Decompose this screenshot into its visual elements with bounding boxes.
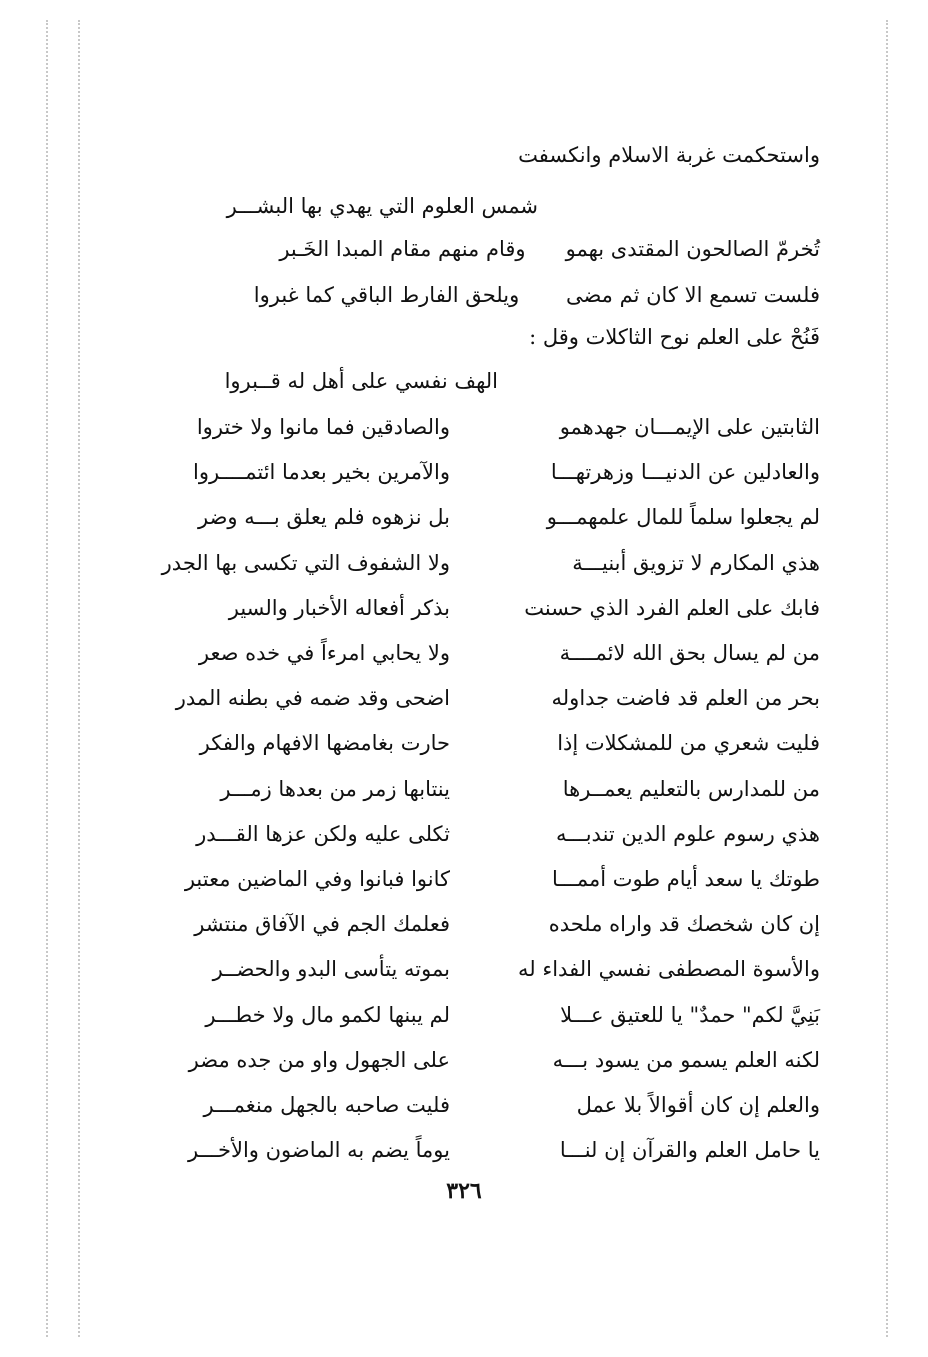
couplet-first-hemistich: بحر من العلم قد فاضت جداوله — [551, 686, 820, 710]
couplet-first-hemistich: بَنِيَّ لكم" حمدٌ" يا للعتيق عـــلا — [560, 1003, 820, 1027]
couplet-second-hemistich: اضحى وقد ضمه في بطنه المدر — [175, 686, 450, 710]
couplet-first-hemistich: لم يجعلوا سلماً للمال علمهمـــو — [546, 505, 820, 529]
intro-line: فَنُحْ على العلم نوح الثاكلات وقل : — [529, 325, 820, 349]
couplet-second-hemistich: والآمرين بخير بعدما ائتمــــروا — [193, 460, 450, 484]
intro-line: الهف نفسي على أهل له قــبروا — [224, 369, 498, 393]
couplet-first-hemistich: من للمدارس بالتعليم يعمــرها — [562, 777, 820, 801]
couplet-first-hemistich: والأسوة المصطفى نفسي الفداء له — [518, 957, 820, 981]
intro-line: واستحكمت غربة الاسلام وانكسفت — [518, 143, 820, 167]
page-number: ٣٢٦ — [446, 1178, 482, 1204]
couplet-first-hemistich: يا حامل العلم والقرآن إن لنـــا — [559, 1138, 820, 1162]
couplet-second-hemistich: ينتابها زمر من بعدها زمـــر — [220, 777, 450, 801]
couplet-second-hemistich: لم يبنها لكمو مال ولا خطـــر — [205, 1003, 450, 1027]
couplet-second-hemistich: يوماً يضم به الماضون والأخـــر — [187, 1138, 450, 1162]
couplet-second-hemistich: بل نزهوه فلم يعلق بـــه وضر — [197, 505, 450, 529]
margin-dotted-line — [46, 20, 48, 1337]
couplet-first-hemistich: هذي المكارم لا تزويق أبنيـــة — [572, 551, 820, 575]
couplet-first-hemistich: إن كان شخصك قد واراه ملحده — [548, 912, 820, 936]
couplet-second-hemistich: ولا الشفوف التي تكسى بها الجدر — [161, 551, 450, 575]
margin-dotted-line — [886, 20, 888, 1337]
intro-line: فلست تسمع الا كان ثم مضى ويلحق الفارط الباقي كما غبروا — [253, 283, 820, 307]
couplet-second-hemistich: بموته يتأسى البدو والحضــر — [212, 957, 450, 981]
couplet-second-hemistich: فليت صاحبه بالجهل منغمـــر — [203, 1093, 450, 1117]
couplet-first-hemistich: الثابتين على الإيمـــان جهدهمو — [559, 415, 820, 439]
couplet-second-hemistich: حارت بغامضها الافهام والفكر — [199, 731, 450, 755]
couplet-first-hemistich: هذي رسوم علوم الدين تندبـــه — [555, 822, 820, 846]
intro-line: شمس العلوم التي يهدي بها البشـــر — [226, 194, 538, 218]
couplet-second-hemistich: والصادقين فما مانوا ولا ختروا — [196, 415, 450, 439]
couplet-first-hemistich: فليت شعري من للمشكلات إذا — [557, 731, 820, 755]
couplet-first-hemistich: والعادلين عن الدنيـــا وزهرتهـــا — [550, 460, 820, 484]
couplet-second-hemistich: على الجهول واو من جده مضر — [188, 1048, 450, 1072]
couplet-first-hemistich: فابك على العلم الفرد الذي حسنت — [524, 596, 820, 620]
intro-line: تُخرمّ الصالحون المقتدى بهمو وقام منهم مقام المبدا الخَـبر — [279, 237, 820, 261]
couplet-second-hemistich: فعلمك الجم في الآفاق منتشر — [194, 912, 450, 936]
couplet-first-hemistich: لكنه العلم يسمو من يسود بـــه — [552, 1048, 820, 1072]
couplet-second-hemistich: ثكلى عليه ولكن عزها القـــدر — [196, 822, 450, 846]
couplet-second-hemistich: كانوا فبانوا وفي الماضين معتبر — [184, 867, 450, 891]
couplet-first-hemistich: طوتك يا سعد أيام طوت أممـــا — [552, 867, 820, 891]
couplet-second-hemistich: ولا يحابي امرءاً في خده صعر — [198, 641, 450, 665]
margin-dotted-line — [78, 20, 80, 1337]
couplet-second-hemistich: بذكر أفعاله الأخبار والسير — [228, 596, 450, 620]
couplet-first-hemistich: من لم يسال بحق الله لائمــــة — [559, 641, 820, 665]
couplet-first-hemistich: والعلم إن كان أقوالاً بلا عمل — [576, 1093, 820, 1117]
